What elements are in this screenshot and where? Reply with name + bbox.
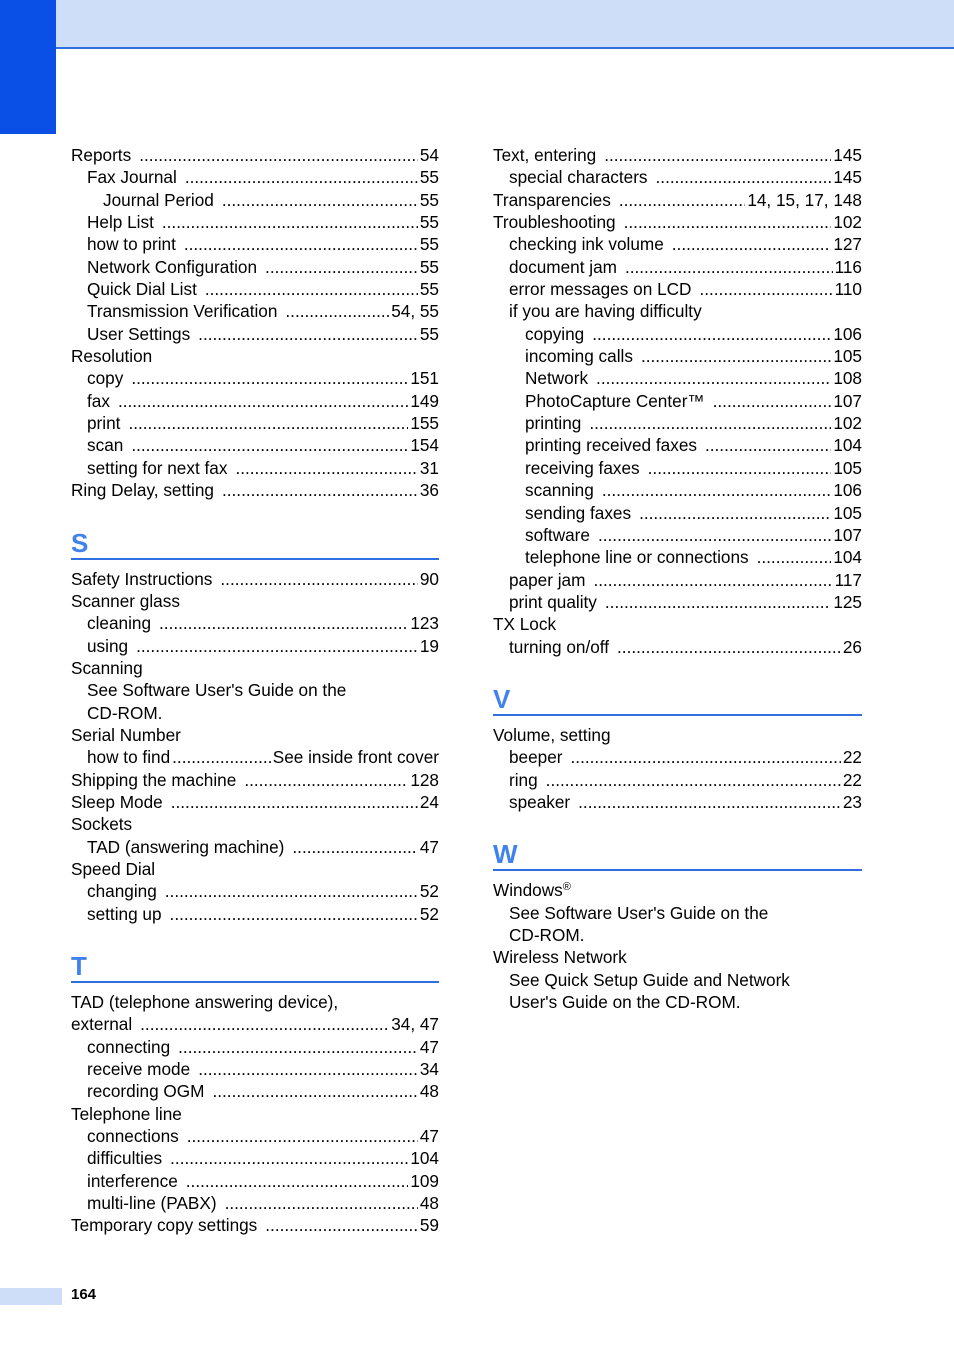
page-number-tab xyxy=(0,1288,62,1305)
index-subentry: See Quick Setup Guide and Network xyxy=(509,969,790,990)
section-letter: V xyxy=(493,683,511,714)
index-entry: Serial Number xyxy=(71,724,181,745)
section-letter: T xyxy=(71,951,87,981)
index-entry: Resolution xyxy=(71,346,153,367)
section-heading-s xyxy=(71,502,439,568)
index-subentry: how to find ..... See inside front cover xyxy=(71,746,439,768)
index-subentry: recording OGM ..... 48 xyxy=(71,1080,439,1102)
index-subentry: turning on/off ..... 26 xyxy=(493,636,862,658)
index-subentry: Help List ..... 55 xyxy=(71,211,439,233)
index-subentry: multi-line (PABX) ..... 48 xyxy=(71,1192,439,1214)
index-subentry: sending faxes ..... 105 xyxy=(493,502,862,524)
index-subentry: how to print ..... 55 xyxy=(71,233,439,255)
index-subentry: interference ..... 109 xyxy=(71,1170,439,1192)
index-subentry: Quick Dial List ..... 55 xyxy=(71,278,439,300)
section-rule xyxy=(493,714,862,716)
registered-mark: ® xyxy=(562,881,571,894)
index-subentry: User Settings ..... 55 xyxy=(71,323,439,345)
index-subentry: copying ..... 106 xyxy=(493,323,862,345)
index-subentry: Transmission Verification ..... 54, 55 xyxy=(71,300,439,322)
index-subentry: copy ..... 151 xyxy=(71,367,439,389)
index-subentry: telephone line or connections ..... 104 xyxy=(493,546,862,568)
index-subentry: ring ..... 22 xyxy=(493,769,862,791)
section-rule xyxy=(71,558,439,560)
index-subentry: beeper ..... 22 xyxy=(493,746,862,768)
index-entry: Temporary copy settings ..... 59 xyxy=(71,1214,439,1236)
index-entry: Sleep Mode ..... 24 xyxy=(71,791,439,813)
index-subentry: User's Guide on the CD-ROM. xyxy=(509,992,741,1012)
index-entry: Telephone line xyxy=(71,1103,182,1124)
index-subentry: Network ..... 108 xyxy=(493,367,862,389)
index-entry: TX Lock xyxy=(493,614,557,635)
page-number: 164 xyxy=(71,1286,97,1303)
index-subentry: scanning ..... 106 xyxy=(493,479,862,501)
index-entry: Reports ..... 54 xyxy=(71,144,439,166)
index-entry: Ring Delay, setting ..... 36 xyxy=(71,479,439,501)
index-entry: TAD (telephone answering device), xyxy=(71,992,339,1012)
index-subentry: Network Configuration ..... 55 xyxy=(71,256,439,278)
index-subentry: setting up ..... 52 xyxy=(71,903,439,925)
section-heading-w xyxy=(493,813,862,879)
index-entry: Volume, setting xyxy=(493,724,611,745)
index-subentry: scan ..... 154 xyxy=(71,434,439,456)
section-letter: W xyxy=(493,839,518,870)
index-entry: Wireless Network xyxy=(493,947,627,968)
index-subentry: connecting ..... 47 xyxy=(71,1036,439,1058)
section-rule xyxy=(493,869,862,871)
index-subentry: print quality ..... 125 xyxy=(493,591,862,613)
index-subentry: printing ..... 102 xyxy=(493,412,862,434)
index-subentry: incoming calls ..... 105 xyxy=(493,345,862,367)
index-entry: Transparencies ..... 14, 15, 17, 148 xyxy=(493,189,862,211)
index-subentry: CD-ROM. xyxy=(509,924,585,945)
index-subentry: connections ..... 47 xyxy=(71,1125,439,1147)
index-entry-continued: external ..... 34, 47 xyxy=(71,1013,439,1035)
index-column-right xyxy=(493,144,862,1013)
index-subentry: print ..... 155 xyxy=(71,412,439,434)
index-entry: Sockets xyxy=(71,814,133,835)
index-subentry: fax ..... 149 xyxy=(71,390,439,412)
index-entry: Troubleshooting ..... 102 xyxy=(493,211,862,233)
index-entry: Speed Dial xyxy=(71,858,156,879)
index-entry: Windows® xyxy=(493,880,571,901)
index-subentry: using ..... 19 xyxy=(71,635,439,657)
index-subentry: CD-ROM. xyxy=(87,702,163,723)
index-subentry: error messages on LCD ..... 110 xyxy=(493,278,862,300)
index-subentry: Fax Journal ..... 55 xyxy=(71,166,439,188)
index-entry: Scanner glass xyxy=(71,590,180,611)
index-subentry: changing ..... 52 xyxy=(71,880,439,902)
index-subentry: checking ink volume ..... 127 xyxy=(493,233,862,255)
index-subentry: software ..... 107 xyxy=(493,524,862,546)
chapter-tab xyxy=(0,0,56,134)
index-subentry: receive mode ..... 34 xyxy=(71,1058,439,1080)
index-entry: Shipping the machine ..... 128 xyxy=(71,769,439,791)
index-entry: Scanning xyxy=(71,657,143,678)
index-subentry: See Software User's Guide on the xyxy=(87,680,347,701)
section-letter: S xyxy=(71,527,89,558)
index-subentry: receiving faxes ..... 105 xyxy=(493,457,862,479)
index-subentry: Journal Period ..... 55 xyxy=(71,189,439,211)
header-band xyxy=(0,0,954,49)
index-subentry: setting for next fax ..... 31 xyxy=(71,457,439,479)
index-subentry: special characters ..... 145 xyxy=(493,166,862,188)
section-heading-t xyxy=(71,925,439,991)
section-heading-v xyxy=(493,658,862,724)
index-subentry: document jam ..... 116 xyxy=(493,256,862,278)
section-rule xyxy=(71,981,439,983)
index-subentry: paper jam ..... 117 xyxy=(493,569,862,591)
index-subentry: if you are having difficulty xyxy=(509,301,702,322)
index-entry: Safety Instructions ..... 90 xyxy=(71,568,439,590)
index-subentry: cleaning ..... 123 xyxy=(71,612,439,634)
index-subentry: See Software User's Guide on the xyxy=(509,902,769,923)
index-subentry: difficulties ..... 104 xyxy=(71,1147,439,1169)
index-column-left xyxy=(71,144,439,1237)
index-entry: Text, entering ..... 145 xyxy=(493,144,862,166)
index-subentry: printing received faxes ..... 104 xyxy=(493,434,862,456)
index-subentry: TAD (answering machine) ..... 47 xyxy=(71,836,439,858)
index-subentry: speaker ..... 23 xyxy=(493,791,862,813)
index-subentry: PhotoCapture Center™ ..... 107 xyxy=(493,390,862,412)
